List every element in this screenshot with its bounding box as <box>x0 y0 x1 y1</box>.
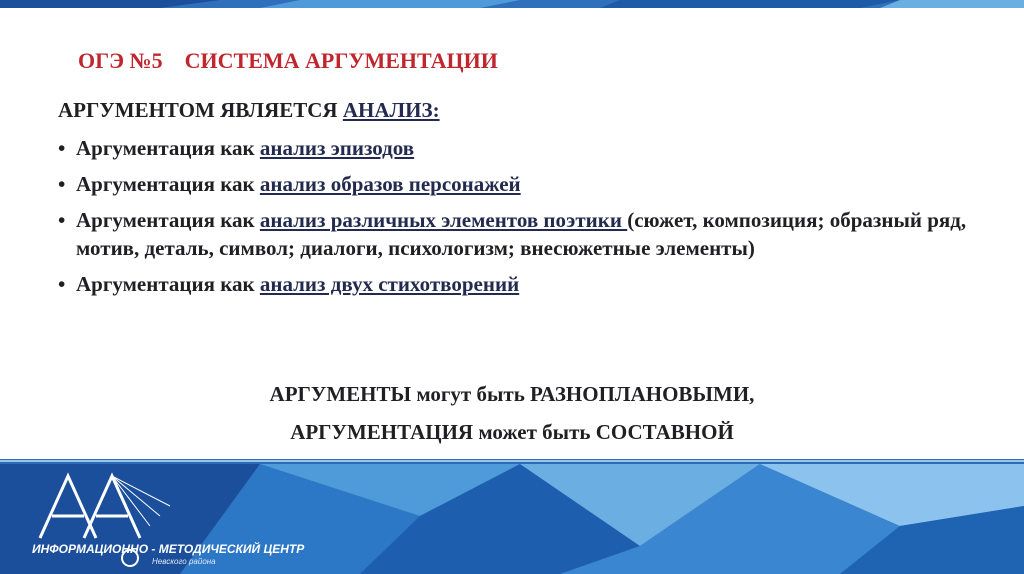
item-underlined: анализ эпизодов <box>259 136 415 160</box>
item-underlined: анализ различных элементов поэтики <box>259 208 628 232</box>
list-item <box>58 270 1008 298</box>
item-underlined: анализ образов персонажей <box>259 172 521 196</box>
item-prefix: Аргументация как <box>76 172 260 196</box>
lead-underlined: АНАЛИЗ: <box>342 98 440 122</box>
lead-prefix: АРГУМЕНТОМ ЯВЛЯЕТСЯ <box>58 98 343 122</box>
list-item <box>58 134 1008 162</box>
list-item <box>58 206 1008 262</box>
argument-list <box>58 134 1008 306</box>
bullet-icon: • <box>58 208 66 232</box>
conclusion-line-2: АРГУМЕНТАЦИЯ может быть СОСТАВНОЙ <box>290 420 734 444</box>
item-prefix: Аргументация как <box>76 136 260 160</box>
lead-statement <box>58 98 440 123</box>
bullet-icon: • <box>58 272 66 296</box>
bullet-icon: • <box>58 172 66 196</box>
bullet-icon: • <box>58 136 66 160</box>
list-item <box>58 170 1008 198</box>
item-underlined: анализ двух стихотворений <box>259 272 520 296</box>
slide-title: ОГЭ №5 СИСТЕМА АРГУМЕНТАЦИИ <box>78 48 498 73</box>
top-decorative-band <box>0 0 1024 8</box>
item-suffix: (сюжет, композиция; образный ряд, мотив, деталь, символ; диалоги, психологизм; внесюжетные элементы) <box>76 208 967 260</box>
logo-name: ИНФОРМАЦИОННО - МЕТОДИЧЕСКИЙ ЦЕНТР <box>32 542 305 556</box>
conclusion-line-1: АРГУМЕНТЫ могут быть РАЗНОПЛАНОВЫМИ, <box>269 382 755 406</box>
item-prefix: Аргументация как <box>76 208 260 232</box>
logo-subtitle: Невского района <box>152 557 216 566</box>
item-prefix: Аргументация как <box>76 272 260 296</box>
